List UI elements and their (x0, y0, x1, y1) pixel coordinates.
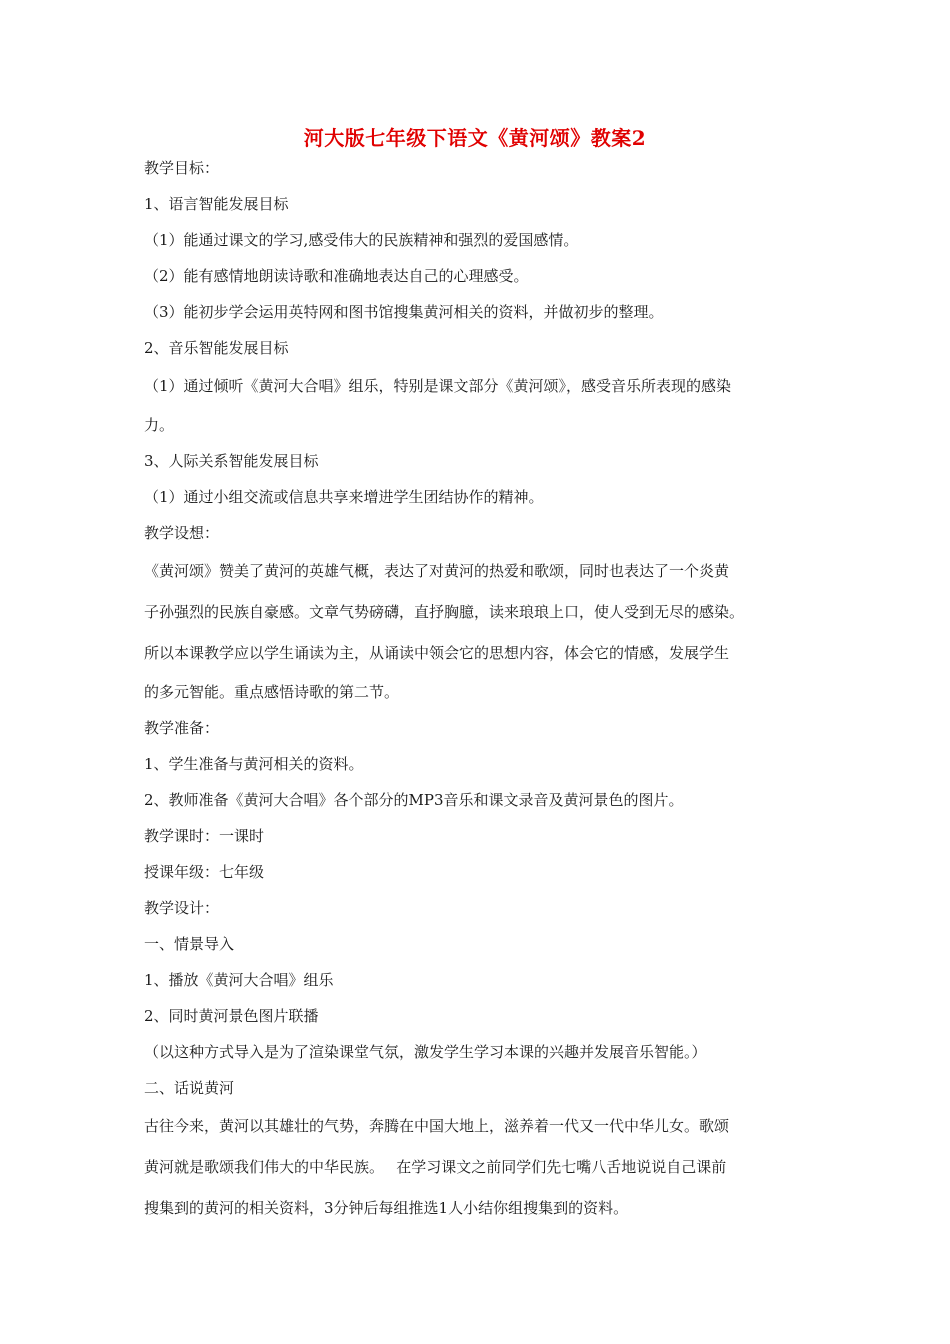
paragraph-line: 黄河就是歌颂我们伟大的中华民族。 在学习课文之前同学们先七嘴八舌地说说自己课前 (144, 1158, 727, 1176)
document-title: 河大版七年级下语文《黄河颂》教案2 (303, 126, 647, 150)
paragraph-line: 所以本课教学应以学生诵读为主，从诵读中领会它的思想内容，体会它的情感，发展学生 (144, 644, 730, 662)
paragraph-line: 《黄河颂》赞美了黄河的英雄气概，表达了对黄河的热爱和歌颂，同时也表达了一个炎黄 (144, 562, 730, 580)
section-heading: 教学准备： (144, 719, 220, 737)
list-item: 2、同时黄河景色图片联播 (144, 1007, 319, 1025)
subheading: 2、音乐智能发展目标 (144, 339, 289, 357)
list-item: （1）能通过课文的学习,感受伟大的民族精神和强烈的爱国感情。 (144, 231, 579, 249)
info-line: 授课年级：七年级 (144, 863, 265, 881)
document-body (144, 150, 824, 1229)
list-item: （2）能有感情地朗读诗歌和准确地表达自己的心理感受。 (144, 267, 529, 285)
note-line: （以这种方式导入是为了渲染课堂气氛，激发学生学习本课的兴趣并发展音乐智能。） (144, 1043, 707, 1061)
section-heading: 教学设计： (144, 899, 220, 917)
list-item: 2、教师准备《黄河大合唱》各个部分的MP3音乐和课文录音及黄河景色的图片。 (144, 791, 684, 809)
paragraph-line: 古往今来，黄河以其雄壮的气势，奔腾在中国大地上，滋养着一代又一代中华儿女。歌颂 (144, 1117, 730, 1135)
paragraph-line: 的多元智能。重点感悟诗歌的第二节。 (144, 683, 400, 701)
subheading: 3、人际关系智能发展目标 (144, 452, 319, 470)
list-item: （3）能初步学会运用英特网和图书馆搜集黄河相关的资料，并做初步的整理。 (144, 303, 664, 321)
section-heading: 教学设想： (144, 524, 220, 542)
list-item-continuation: 力。 (144, 416, 175, 434)
subheading: 1、语言智能发展目标 (144, 195, 289, 213)
list-item: （1）通过倾听《黄河大合唱》组乐，特别是课文部分《黄河颂》，感受音乐所表现的感染 (144, 377, 732, 395)
subheading: 一、情景导入 (144, 935, 235, 953)
paragraph-line: 子孙强烈的民族自豪感。文章气势磅礴，直抒胸臆，读来琅琅上口，使人受到无尽的感染。 (144, 603, 745, 621)
section-heading: 教学目标： (144, 159, 220, 177)
info-line: 教学课时：一课时 (144, 827, 265, 845)
list-item: （1）通过小组交流或信息共享来增进学生团结协作的精神。 (144, 488, 544, 506)
list-item: 1、播放《黄河大合唱》组乐 (144, 971, 334, 989)
paragraph-line: 搜集到的黄河的相关资料，3分钟后每组推选1人小结你组搜集到的资料。 (144, 1199, 629, 1217)
subheading: 二、话说黄河 (144, 1079, 235, 1097)
list-item: 1、学生准备与黄河相关的资料。 (144, 755, 364, 773)
